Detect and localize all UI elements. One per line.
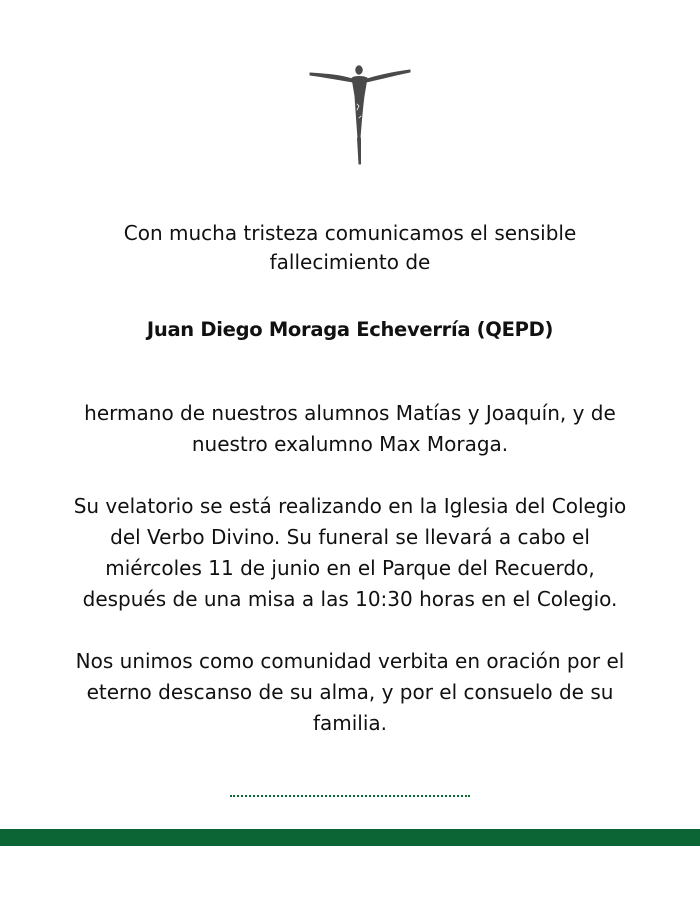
- footer-green-bar: [0, 829, 700, 846]
- paragraph-line: familia.: [312, 711, 388, 735]
- relationship-paragraph: [40, 398, 660, 460]
- paragraph-line: miércoles 11 de junio en el Parque del Recuerdo,: [105, 556, 595, 580]
- deceased-name: Juan Diego Moraga Echeverría (QEPD): [146, 318, 554, 341]
- intro-line: fallecimiento de: [269, 250, 431, 274]
- service-details-paragraph: [40, 491, 660, 615]
- paragraph-line: Nos unimos como comunidad verbita en oración por el: [75, 649, 625, 673]
- paragraph-line: nuestro exalumno Max Moraga.: [191, 432, 509, 456]
- paragraph-line: después de una misa a las 10:30 horas en el Colegio.: [82, 587, 618, 611]
- dotted-divider: [230, 795, 470, 797]
- intro-text: [0, 219, 700, 277]
- paragraph-line: Su velatorio se está realizando en la Iglesia del Colegio: [73, 494, 627, 518]
- condolence-paragraph: [40, 646, 660, 739]
- paragraph-line: hermano de nuestros alumnos Matías y Joaquín, y de: [84, 401, 616, 425]
- paragraph-line: del Verbo Divino. Su funeral se llevará a cabo el: [110, 525, 590, 549]
- intro-line: Con mucha tristeza comunicamos el sensible: [123, 221, 577, 245]
- crucifix-icon: [300, 56, 420, 168]
- paragraph-line: eterno descanso de su alma, y por el consuelo de su: [86, 680, 614, 704]
